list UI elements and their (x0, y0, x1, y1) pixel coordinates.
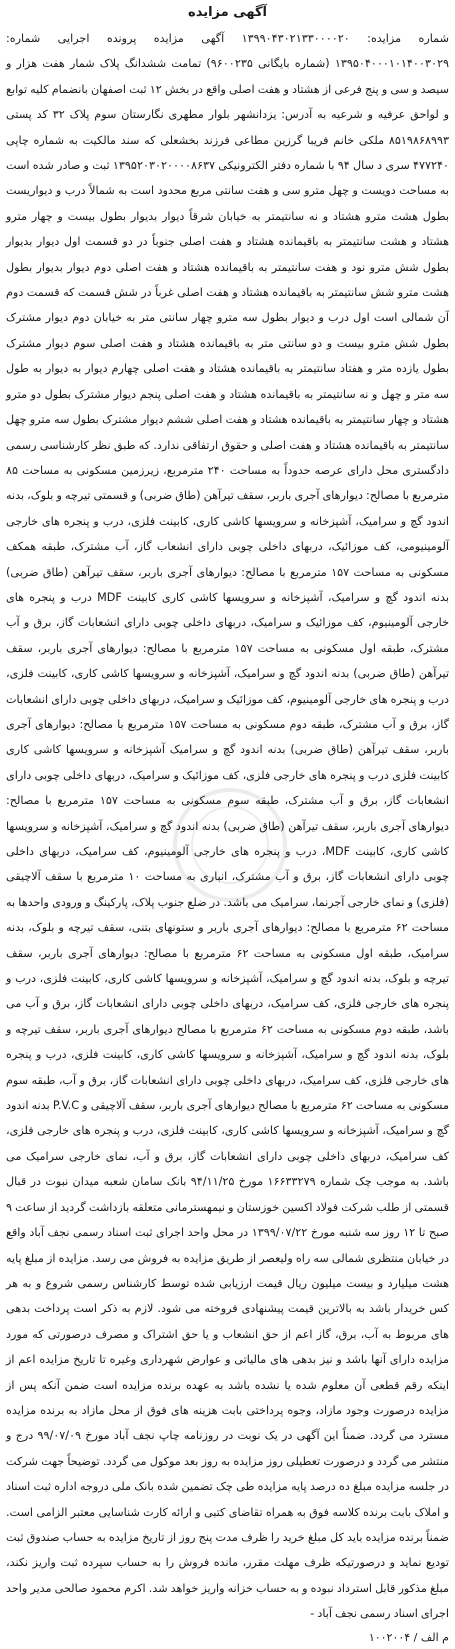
notice-body: شماره مزایده: ۱۳۹۹۰۴۳۰۲۱۳۳۰۰۰۰۲۰ آگهی مزایده پرونده اجرایی شماره: ۱۳۹۵۰۴۰۰۰۱۰۱۴۰۰۳۰۲۹ (شماره بایگانی ۹۶۰۰۲۳۵) تمامت ششدانگ پلاک شمار هفت هزار و سیصد و سی و پنج فرعی از هشتاد و هفت اصلی واقع در بخش ۱۲ ثبت اصفهان بانضمام کلیه توابع و لواحق عرفیه و شرعیه به آدرس: یزدانشهر بلوار مطهری نگارستان سوم پلاک ۳۲ کد پستی ۸۵۱۹۸۶۸۹۹۳ ملکی خانم فریبا گرزین مطاعی فرزند بخشعلی که سند مالکیت به شماره چاپی ۴۷۷۲۴۰ سری د سال ۹۴ با شماره دفتر الکترونیکی ۱۳۹۵۲۰۳۰۲۰۰۰۰۸۶۳۷ ثبت و صادر شده است به مساحت دویست و چهل مترو سی و هفت سانتی مربع محدود است به شمالاً درب و دیواریست بطول هشت مترو هشتاد و نه سانتیمتر به خیابان شرقاً دیوار بدیوار بطول بیست و چهار مترو هشتاد و هشت سانتیمتر به باقیمانده هشتاد و هفت اصلی جنوباً در دو قسمت اول دیوار بدیوار بطول شش مترو نود و هفت سانتیمتر به باقیمانده هشتاد و هفت اصلی دوم دیوار بدیوار بطول هشت مترو شش سانتیمتر به باقیمانده هشتاد و هفت اصلی غرباً در شش قسمت که قسمت دوم آن شمالی است اول درب و دیوار بطول سه مترو چهار سانتی متر به خیابان دوم دیوار مشترک بطول شش مترو بیست و دو سانتی متر به باقیمانده هشتاد و هفت اصلی سوم دیوار مشترک بطول یازده متر و هفتاد سانتیمتر به باقیمانده هشتاد و هفت اصلی چهارم دیوار به دیوار به طول سه متر و چهل و نه سانتیمتر به باقیمانده هشتاد و هفت اصلی پنجم دیوار مشترک بطول دو مترو هشتاد و چهار سانتیمتر به باقیمانده هشتاد و هفت اصلی ششم دیوار مشترک بطول سه مترو چهل سانتیمتر به باقیمانده هشتاد و هفت اصلی و حقوق ارتفاقی ندارد. که طبق نظر کارشناسی رسمی دادگستری محل دارای عرصه حدوداً به مساحت ۲۴۰ مترمربع، زیرزمین مسکونی به مساحت ۸۵ مترمربع با مصالح: دیوارهای آجری باربر، سقف تیرآهن (طاق ضربی) و قسمتی تیرچه و بلوک، بدنه اندود گچ و سرامیک، آشپزخانه و سرویسها کاشی کاری، کابینت فلزی، درب و پنجره های خارجی آلومینیومی، کف موزائیک، دربهای داخلی چوبی دارای انشعاب گاز، آب مشترک، طبقه همکف مسکونی به مساحت ۱۵۷ مترمربع با مصالح: دیوارهای آجری باربر، سقف تیرآهن (طاق ضربی) بدنه اندود گچ و سرامیک، آشپزخانه و سرویسها کاشی کاری کابینت MDF درب و پنجره های خارجی آلومینیوم، کف موزائیک و سرامیک، دربهای داخلی چوبی دارای انشعابات گاز، برق و آب مشترک، طبقه اول مسکونی به مساحت ۱۵۷ مترمربع با مصالح: دیوارهای آجری باربر، سقف تیرآهن (طاق ضربی) بدنه اندود گچ و سرامیک، آشپزخانه و سرویسها کاشی کاری، کابینت فلزی، درب و پنجره های خارجی آلومینیوم، کف موزائیک و سرامیک، دربهای داخلی چوبی دارای انشعابات گاز، برق و آب مشترک، طبقه دوم مسکونی به مساحت ۱۵۷ مترمربع با مصالح: دیوارهای آجری باربر، سقف تیرآهن (طاق ضربی) بدنه اندود گچ و سرامیک آشپزخانه و سرویسها کاشی کاری کابینت فلزی درب و پنجره های خارجی فلزی، کف موزائیک و سرامیک، دربهای داخلی چوبی دارای انشعابات گاز، برق و آب مشترک، طبقه سوم مسکونی به مساحت ۱۵۷ مترمربع با مصالح: دیوارهای آجری باربر، سقف تیرآهن (طاق ضربی) بدنه اندود گچ و سرامیک، آشپزخانه و سرویسها کاشی کاری، کابینت MDF، درب و پنجره های خارجی آلومینیوم، کف سرامیک، دربهای داخلی چوبی دارای انشعابات گاز، برق و آب مشترک، انباری به مساحت ۱۰ مترمربع با سقف آلاچیقی (فلزی) و نمای خارجی آجرنما، سرامیک می باشد. در ضلع جنوب پلاک، پارکینگ و ورودی واحدها به مساحت ۶۲ مترمربع با مصالح: دیوارهای آجری باربر و ستونهای بتنی، سقف تیرچه و بلوک، بدنه سرامیک، طبقه اول مسکونی به مساحت ۶۲ مترمربع با مصالح: دیوارهای آجری باربر، سقف تیرچه و بلوک، بدنه اندود گچ و سرامیک، آشپزخانه و سرویسها کاشی کاری، کابینت فلزی، درب و پنجره های خارجی فلزی، کف سرامیک، دربهای داخلی چوبی دارای انشعابات گاز، برق و آب می باشد، طبقه دوم مسکونی به مساحت ۶۲ مترمربع با مصالح دیوارهای آجری باربر، سقف تیرچه و بلوک، بدنه اندود گچ و سرامیک، آشپزخانه و سرویسها کاشی کاری، کابینت فلزی، درب و پنجره های خارجی فلزی، کف سرامیک، دربهای داخلی چوبی دارای انشعابات گاز، برق و آب، طبقه سوم مسکونی به مساحت ۶۲ مترمربع با مصالح دیوارهای آجری باربر، سقف آلاچیقی و P.V.C بدنه اندود گچ و سرامیک، آشپزخانه و سرویسها کاشی کاری، کابینت فلزی، درب و پنجره های خارجی فلزی، کف سرامیک، دربهای داخلی چوبی دارای انشعابات گاز، برق و آب، نمای خارجی سرامیک می باشد. به موجب چک شماره ۱۶۶۳۳۲۷۹ مورخ ۹۴/۱۱/۲۵ بانک سامان شعبه میدان نبوت در قبال قسمتی از طلب شرکت فولاد اکسین خوزستان و نیمهسترمانی متعلقه بازداشت گردید از ساعت ۹ صبح تا ۱۲ روز سه شنبه مورخ ۱۳۹۹/۰۷/۲۲ در محل واحد اجرای ثبت اسناد رسمی نجف آباد واقع در خیابان منتظری شمالی سه راه ولیعصر از طریق مزایده به فروش می رسد. مزایده از مبلغ پایه هشت میلیارد و بیست میلیون ریال قیمت ارزیابی شده توسط کارشناس رسمی شروع و به هر کس خریدار باشد به بالاترین قیمت پیشنهادی فروخته می شود. لازم به ذکر است پرداخت بدهی های مربوط به آب، برق، گاز اعم از حق انشعاب و یا حق اشتراک و مصرف درصورتی که مورد مزایده دارای آنها باشد و نیز بدهی های مالیاتی و عوارض شهرداری وغیره تا تاریخ مزایده اعم از اینکه رقم قطعی آن معلوم شده یا نشده باشد به عهده برنده مزایده است ضمن آنکه پس از مزایده درصورت وجود مازاد، وجوه پرداختی بابت هزینه های فوق از محل مازاد به برنده مزایده مسترد می گردد. ضمناً این آگهی در یک نوبت در روزنامه چاپ نجف آباد مورخ ۹۹/۰۷/۰۹ درج و منتشر می گردد و درصورت تعطیلی روز مزایده به روز بعد موکول می گردد. توضیحاً جهت شرکت در جلسه مزایده مبلغ ده درصد پایه مزایده طی چک تضمین شده بانک ملی دروجه اداره ثبت اسناد و املاک بابت برنده کلاسه فوق به همراه تقاضای کتبی و ارائه کارت شناسایی معتبر الزامی است. ضمناً برنده مزایده باید کل مبلغ خرید را ظرف مدت پنج روز از تاریخ مزایده به حساب صندوق ثبت تودیع نماید و درصورتیکه ظرف مهلت مقرر، مانده فروش را به حساب سپرده ثبت واریز نکند، مبلغ مذکور قابل استرداد نبوده و به حساب خزانه واریز خواهد شد. اکرم محمود صالحی مدیر واحد اجرای اسناد رسمی نجف آباد - (6, 32, 450, 1621)
notice-reference: م الف / ۱۰۰۲۰۰۴ (368, 1630, 449, 1644)
notice-title: آگهی مزایده (188, 5, 267, 20)
